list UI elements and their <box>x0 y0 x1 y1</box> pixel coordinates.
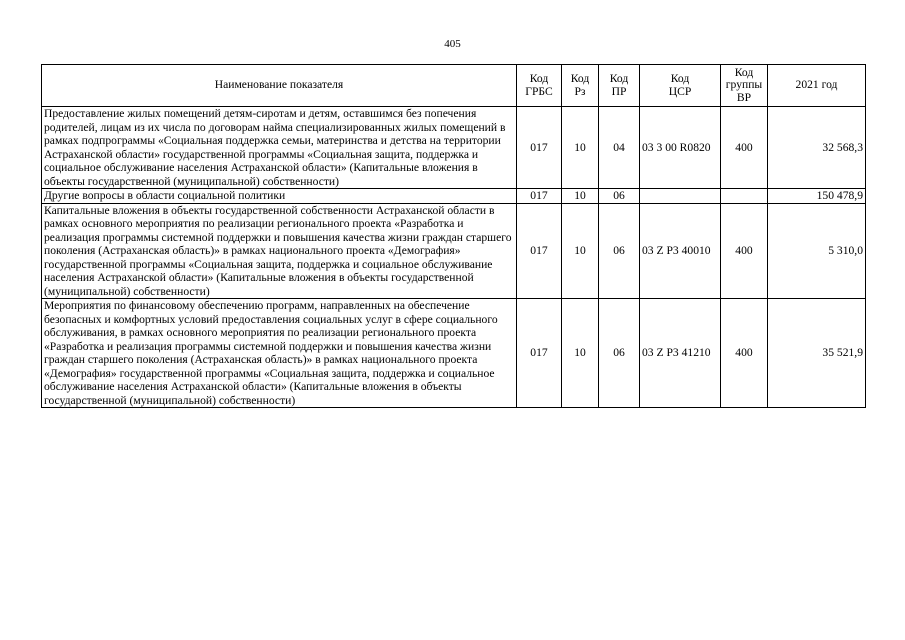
row-rz: 10 <box>562 203 599 299</box>
row-rz: 10 <box>562 299 599 408</box>
row-amount: 35 521,9 <box>768 299 866 408</box>
header-vr <box>721 65 768 107</box>
header-vr-line-2: группы <box>725 78 763 92</box>
header-grbs-line-2: ГРБС <box>525 84 553 98</box>
header-csr-line-1: Код <box>670 72 690 85</box>
row-csr: 03 3 00 R0820 <box>640 107 721 189</box>
budget-table <box>41 64 866 408</box>
table-row <box>42 299 866 408</box>
row-amount: 32 568,3 <box>768 107 866 189</box>
page-number: 405 <box>444 38 461 50</box>
table-header-row <box>42 65 866 107</box>
row-pr: 06 <box>599 299 640 408</box>
row-rz: 10 <box>562 107 599 189</box>
row-name: Другие вопросы в области социальной политики <box>42 189 517 204</box>
row-pr: 06 <box>599 203 640 299</box>
row-vr <box>721 189 768 204</box>
row-grbs: 017 <box>517 299 562 408</box>
header-pr-line-2: ПР <box>611 84 627 98</box>
table-row <box>42 107 866 189</box>
header-grbs-line-1: Код <box>529 72 549 85</box>
header-pr <box>599 65 640 107</box>
header-csr-line-2: ЦСР <box>668 84 692 98</box>
row-name: Мероприятия по финансовому обеспечению программ, направленных на обеспечение безопасных и комфортных условий предоставления социальных услуг в сфере социального обслуживания, в рамках основного мероприятия по реализации регионального проекта «Разработка и реализация программы системной поддержки и повышения качества жизни граждан старшего поколения (Астраханская область)» в рамках национального проекта «Демография» государственной программы «Социальная защита, поддержка и социальное обслуживание населения Астраханской области» (Капитальные вложения в объекты государственной (муниципальной) собственности) <box>42 299 517 408</box>
header-rz-line-2: Рз <box>574 84 586 98</box>
row-name: Капитальные вложения в объекты государственной собственности Астраханской области в рамках основного мероприятия по реализации регионального проекта «Разработка и реализация программы системной поддержки и повышения качества жизни граждан старшего поколения (Астраханская область)» в рамках национального проекта «Демография» государственной программы «Социальная защита, поддержка и социальное обслуживание населения Астраханской области» (Капитальные вложения в объекты государственной (муниципальной) собственности) <box>42 203 517 299</box>
row-csr: 03 Z P3 40010 <box>640 203 721 299</box>
header-name: Наименование показателя <box>42 65 517 107</box>
header-pr-line-1: Код <box>609 72 629 85</box>
row-vr: 400 <box>721 203 768 299</box>
row-grbs: 017 <box>517 189 562 204</box>
header-grbs <box>517 65 562 107</box>
table-row <box>42 203 866 299</box>
row-pr: 06 <box>599 189 640 204</box>
row-csr <box>640 189 721 204</box>
row-rz: 10 <box>562 189 599 204</box>
header-year: 2021 год <box>768 65 866 107</box>
row-name: Предоставление жилых помещений детям-сиротам и детям, оставшимся без попечения родителей, лицам из их числа по договорам найма специализированных жилых помещений в рамках подпрограммы «Социальная поддержка семьи, материнства и детства на территории Астраханской области» государственной программы «Социальная защита, поддержка и социальное обслуживание населения Астраханской области» (Капитальные вложения в объекты государственной (муниципальной) собственности) <box>42 107 517 189</box>
row-amount: 5 310,0 <box>768 203 866 299</box>
table-row <box>42 189 866 204</box>
row-grbs: 017 <box>517 107 562 189</box>
row-csr: 03 Z P3 41210 <box>640 299 721 408</box>
row-grbs: 017 <box>517 203 562 299</box>
row-vr: 400 <box>721 107 768 189</box>
row-vr: 400 <box>721 299 768 408</box>
row-pr: 04 <box>599 107 640 189</box>
header-vr-line-1: Код <box>734 65 754 79</box>
header-vr-line-3: ВР <box>736 90 752 104</box>
header-rz <box>562 65 599 107</box>
header-csr <box>640 65 721 107</box>
header-rz-line-1: Код <box>570 72 590 85</box>
row-amount: 150 478,9 <box>768 189 866 204</box>
